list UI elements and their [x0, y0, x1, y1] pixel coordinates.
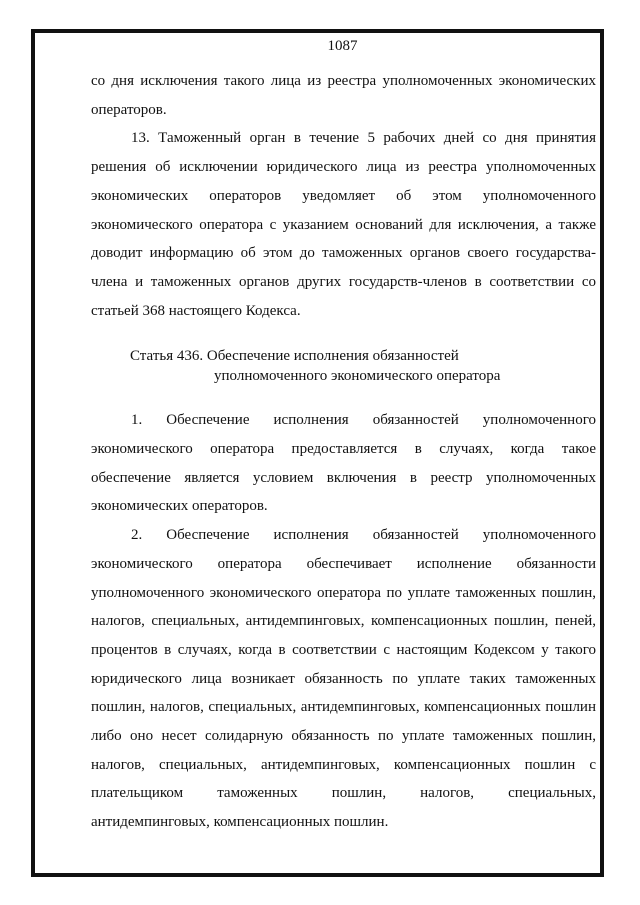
- paragraph-continuation: со дня исключения такого лица из реестра уполномоченных экономических операторов.: [91, 73, 596, 118]
- article-heading: [91, 346, 596, 386]
- article-heading-line2: уполномоченного экономического оператора: [214, 368, 501, 385]
- paragraph-2: 2. Обеспечение исполнения обязанностей уполномоченного экономического оператора обеспечивает исполнение обязанности уполномоченного экономического оператора по уплате таможенных пошлин, налогов, специальных, антидемпинговых, компенсационных пошлин, пеней, процентов в случаях, когда в соответствии с настоящим Кодексом у такого юридического лица возникает обязанность по уплате таких таможенных пошлин, налогов, специальных, антидемпинговых, компенсационных пошлин либо оно несет солидарную обязанность по уплате таможенных пошлин, налогов, специальных, антидемпинговых, компенсационных пошлин с плательщиком таможенных пошлин, налогов, специальных, антидемпинговых, компенсационных пошлин.: [91, 527, 596, 831]
- article-heading-line1: Статья 436. Обеспечение исполнения обязанностей: [130, 348, 459, 365]
- page-number: 1087: [327, 38, 358, 54]
- paragraph-13: 13. Таможенный орган в течение 5 рабочих дней со дня принятия решения об исключении юридического лица из реестра уполномоченных экономических операторов уведомляет об этом уполномоченного экономического оператора с указанием оснований для исключения, а также доводит информацию об этом до таможенных органов своего государства-члена и таможенных органов других государств-членов в соответствии со статьей 368 настоящего Кодекса.: [91, 130, 596, 319]
- document-body: [91, 67, 596, 837]
- paragraph-1: 1. Обеспечение исполнения обязанностей уполномоченного экономического оператора предоставляется в случаях, когда такое обеспечение является условием включения в реестр уполномоченных экономических операторов.: [91, 412, 596, 515]
